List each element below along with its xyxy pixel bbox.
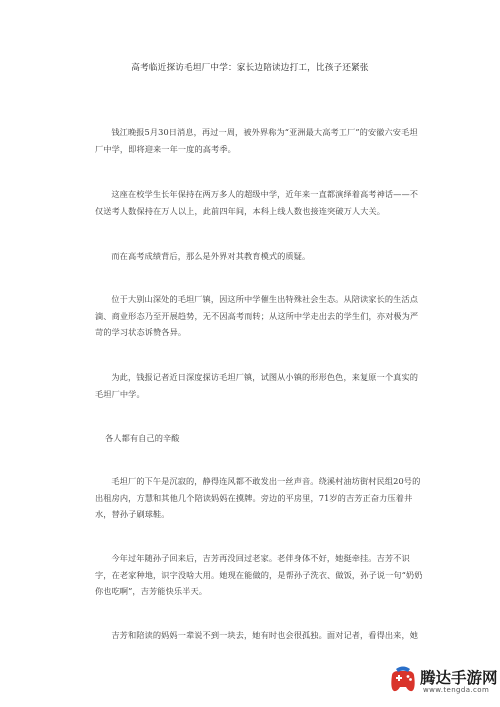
section-heading: 各人都有自己的辛酸 [105,433,180,443]
paragraph-5: 为此，钱报记者近日深度探访毛坦厂镇，试图从小镇的形形色色，来复原一个真实的毛坦厂中学。 [95,372,419,399]
paragraph-4: 位于大别山深处的毛坦厂镇，因这所中学催生出特殊社会生态。从陪读家长的生活点滴、商业形态乃至开展趋势，无不因高考而转；从这所中学走出去的学生们，亦对极为严苛的学习状态诉赞各异。 [95,294,419,337]
gamepad-logo-icon [386,663,420,697]
article-title: 高考临近探访毛坦厂中学：家长边陪读边打工，比孩子还紧张 [131,63,369,73]
paragraph-6: 毛坦厂的下午是沉寂的，静得连风都不敢发出一丝声音。绕溪村油坊街村民组20号的出租房内，方慧和其他几个陪读妈妈在摸牌。旁边的平房里，71岁的吉芳正奋力压着井水，替孙子刷球鞋。 [95,476,421,519]
watermark-brand: 腾达手游网 [420,669,498,687]
watermark-logo [386,659,498,701]
paragraph-1: 钱江晚报5月30日消息，再过一周，被外界称为“亚洲最大高考工厂”的安徽六安毛坦厂中学，即将迎来一年一度的高考季。 [95,127,418,154]
paragraph-8: 吉芳和陪读的妈妈一辈说不到一块去，她有时也会很孤独。面对记者，看得出来，她 [111,630,419,640]
paragraph-7: 今年过年随孙子回来后，吉芳再没回过老家。老伴身体不好，她挺牵挂。吉芳不识字，在老家种地，识字没啥大用。她现在能做的，是帮孙子洗衣、做饭，孙子说一句“奶奶你也吃啊”，吉芳能快乐半天。 [95,553,423,596]
paragraph-3: 而在高考成绩背后，那么是外界对其教育模式的质疑。 [111,251,311,261]
watermark-url: www.tengda.com [423,686,490,694]
paragraph-2: 这座在校学生长年保持在两万多人的超级中学，近年来一直都演绎着高考神话——不仅送考人数保持在万人以上，此前四年间，本科上线人数也接连突破万人大关。 [95,189,419,216]
